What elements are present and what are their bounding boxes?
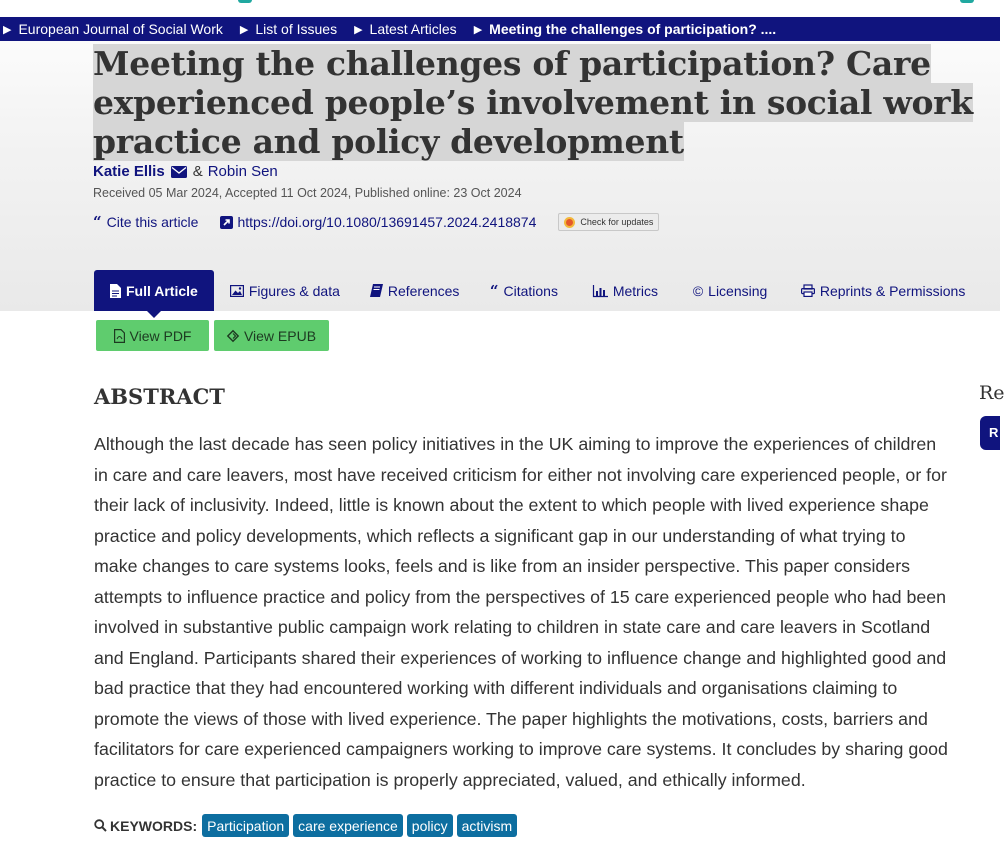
- author-list: [93, 163, 278, 180]
- image-icon: [230, 285, 244, 297]
- publication-dates: Received 05 Mar 2024, Accepted 11 Oct 2024, Published online: 23 Oct 2024: [93, 186, 522, 200]
- tab-licensing[interactable]: © Licensing: [692, 282, 768, 299]
- search-icon: [94, 819, 107, 832]
- article-title: Meeting the challenges of participation? Care experienced people’s involvement in social work practice and policy development: [93, 44, 973, 161]
- triangle-right-icon: ▶: [239, 23, 249, 36]
- doi-link[interactable]: https://doi.org/10.1080/13691457.2024.2418874: [220, 214, 536, 230]
- tab-metrics[interactable]: Metrics: [593, 270, 693, 311]
- tab-full-article[interactable]: Full Article: [94, 270, 214, 311]
- triangle-right-icon: ▶: [3, 23, 12, 36]
- document-icon: [110, 284, 121, 298]
- keywords-label: KEYWORDS:: [94, 818, 197, 834]
- author-link[interactable]: Katie Ellis: [93, 163, 165, 180]
- triangle-right-icon: ▶: [354, 23, 363, 36]
- bar-chart-icon: [593, 285, 608, 297]
- crossmark-icon: [564, 217, 575, 228]
- teal-tick-mark: [238, 0, 252, 3]
- article-tabs: [94, 270, 965, 311]
- keywords-row: [94, 814, 521, 837]
- copyright-icon: ©: [692, 282, 704, 299]
- view-pdf-button[interactable]: View PDF: [96, 320, 209, 351]
- pdf-file-icon: [114, 329, 125, 343]
- keyword-tag[interactable]: Participation: [202, 814, 289, 837]
- epub-icon: [227, 330, 239, 342]
- triangle-right-icon: ▶: [473, 23, 483, 36]
- teal-tick-mark: [960, 0, 974, 3]
- sidebar-partial-tab[interactable]: R: [980, 416, 1000, 450]
- tab-references[interactable]: References: [370, 270, 490, 311]
- keyword-tag[interactable]: activism: [457, 814, 518, 837]
- top-strip: [0, 0, 1000, 16]
- check-for-updates-button[interactable]: Check for updates: [558, 213, 659, 231]
- breadcrumb-list-of-issues[interactable]: ▶ List of Issues: [239, 21, 338, 37]
- author-separator: &: [192, 163, 203, 180]
- tab-reprints-permissions[interactable]: Reprints & Permissions: [801, 270, 966, 311]
- article-meta-row: [93, 213, 659, 231]
- tab-citations[interactable]: “ Citations: [489, 281, 558, 300]
- breadcrumb-latest-articles[interactable]: ▶ Latest Articles: [354, 21, 457, 37]
- tab-figures-data[interactable]: Figures & data: [230, 270, 370, 311]
- book-icon: [370, 284, 383, 297]
- cite-article-link[interactable]: “ Cite this article: [93, 213, 199, 231]
- abstract-heading: ABSTRACT: [94, 384, 225, 409]
- author-link[interactable]: Robin Sen: [207, 163, 278, 180]
- breadcrumb-current: ▶ Meeting the challenges of participation? ....: [473, 21, 777, 37]
- printer-icon: [801, 285, 815, 297]
- abstract-text: Although the last decade has seen policy initiatives in the UK aiming to improve the experiences of children in care and care leavers, most have received criticism for either not involving care experienced people, or for their lack of inclusivity. Indeed, little is known about the extent to which people with lived experience shape practice and policy developments, which reflects a significant gap in our understanding of what trying to make changes to care systems looks, feels and is like from an insider perspective. This paper considers attempts to influence practice and policy from the perspectives of 15 care experienced people who had been involved in substantive public campaign work relating to children in state care and care leavers in Scotland and England. Participants shared their experiences of working to influence change and highlighted good and bad practice that they had encountered working with different individuals and organisations claiming to promote the views of those with lived experience. The paper highlights the motivations, costs, barriers and facilitators for care experienced campaigners working to improve care systems. It concludes by sharing good practice to ensure that participation is properly appreciated, valued, and ethically informed.: [94, 434, 948, 790]
- view-epub-button[interactable]: View EPUB: [214, 320, 329, 351]
- breadcrumb: [0, 17, 1000, 41]
- keyword-tag[interactable]: care experience: [293, 814, 403, 837]
- breadcrumb-journal[interactable]: ▶ European Journal of Social Work: [3, 21, 223, 37]
- keyword-tag[interactable]: policy: [407, 814, 453, 837]
- quote-icon: “: [489, 281, 499, 300]
- quote-icon: “: [93, 213, 102, 231]
- envelope-icon[interactable]: [171, 166, 187, 178]
- sidebar-partial-heading: Re: [979, 382, 1005, 404]
- external-link-icon: [220, 216, 233, 229]
